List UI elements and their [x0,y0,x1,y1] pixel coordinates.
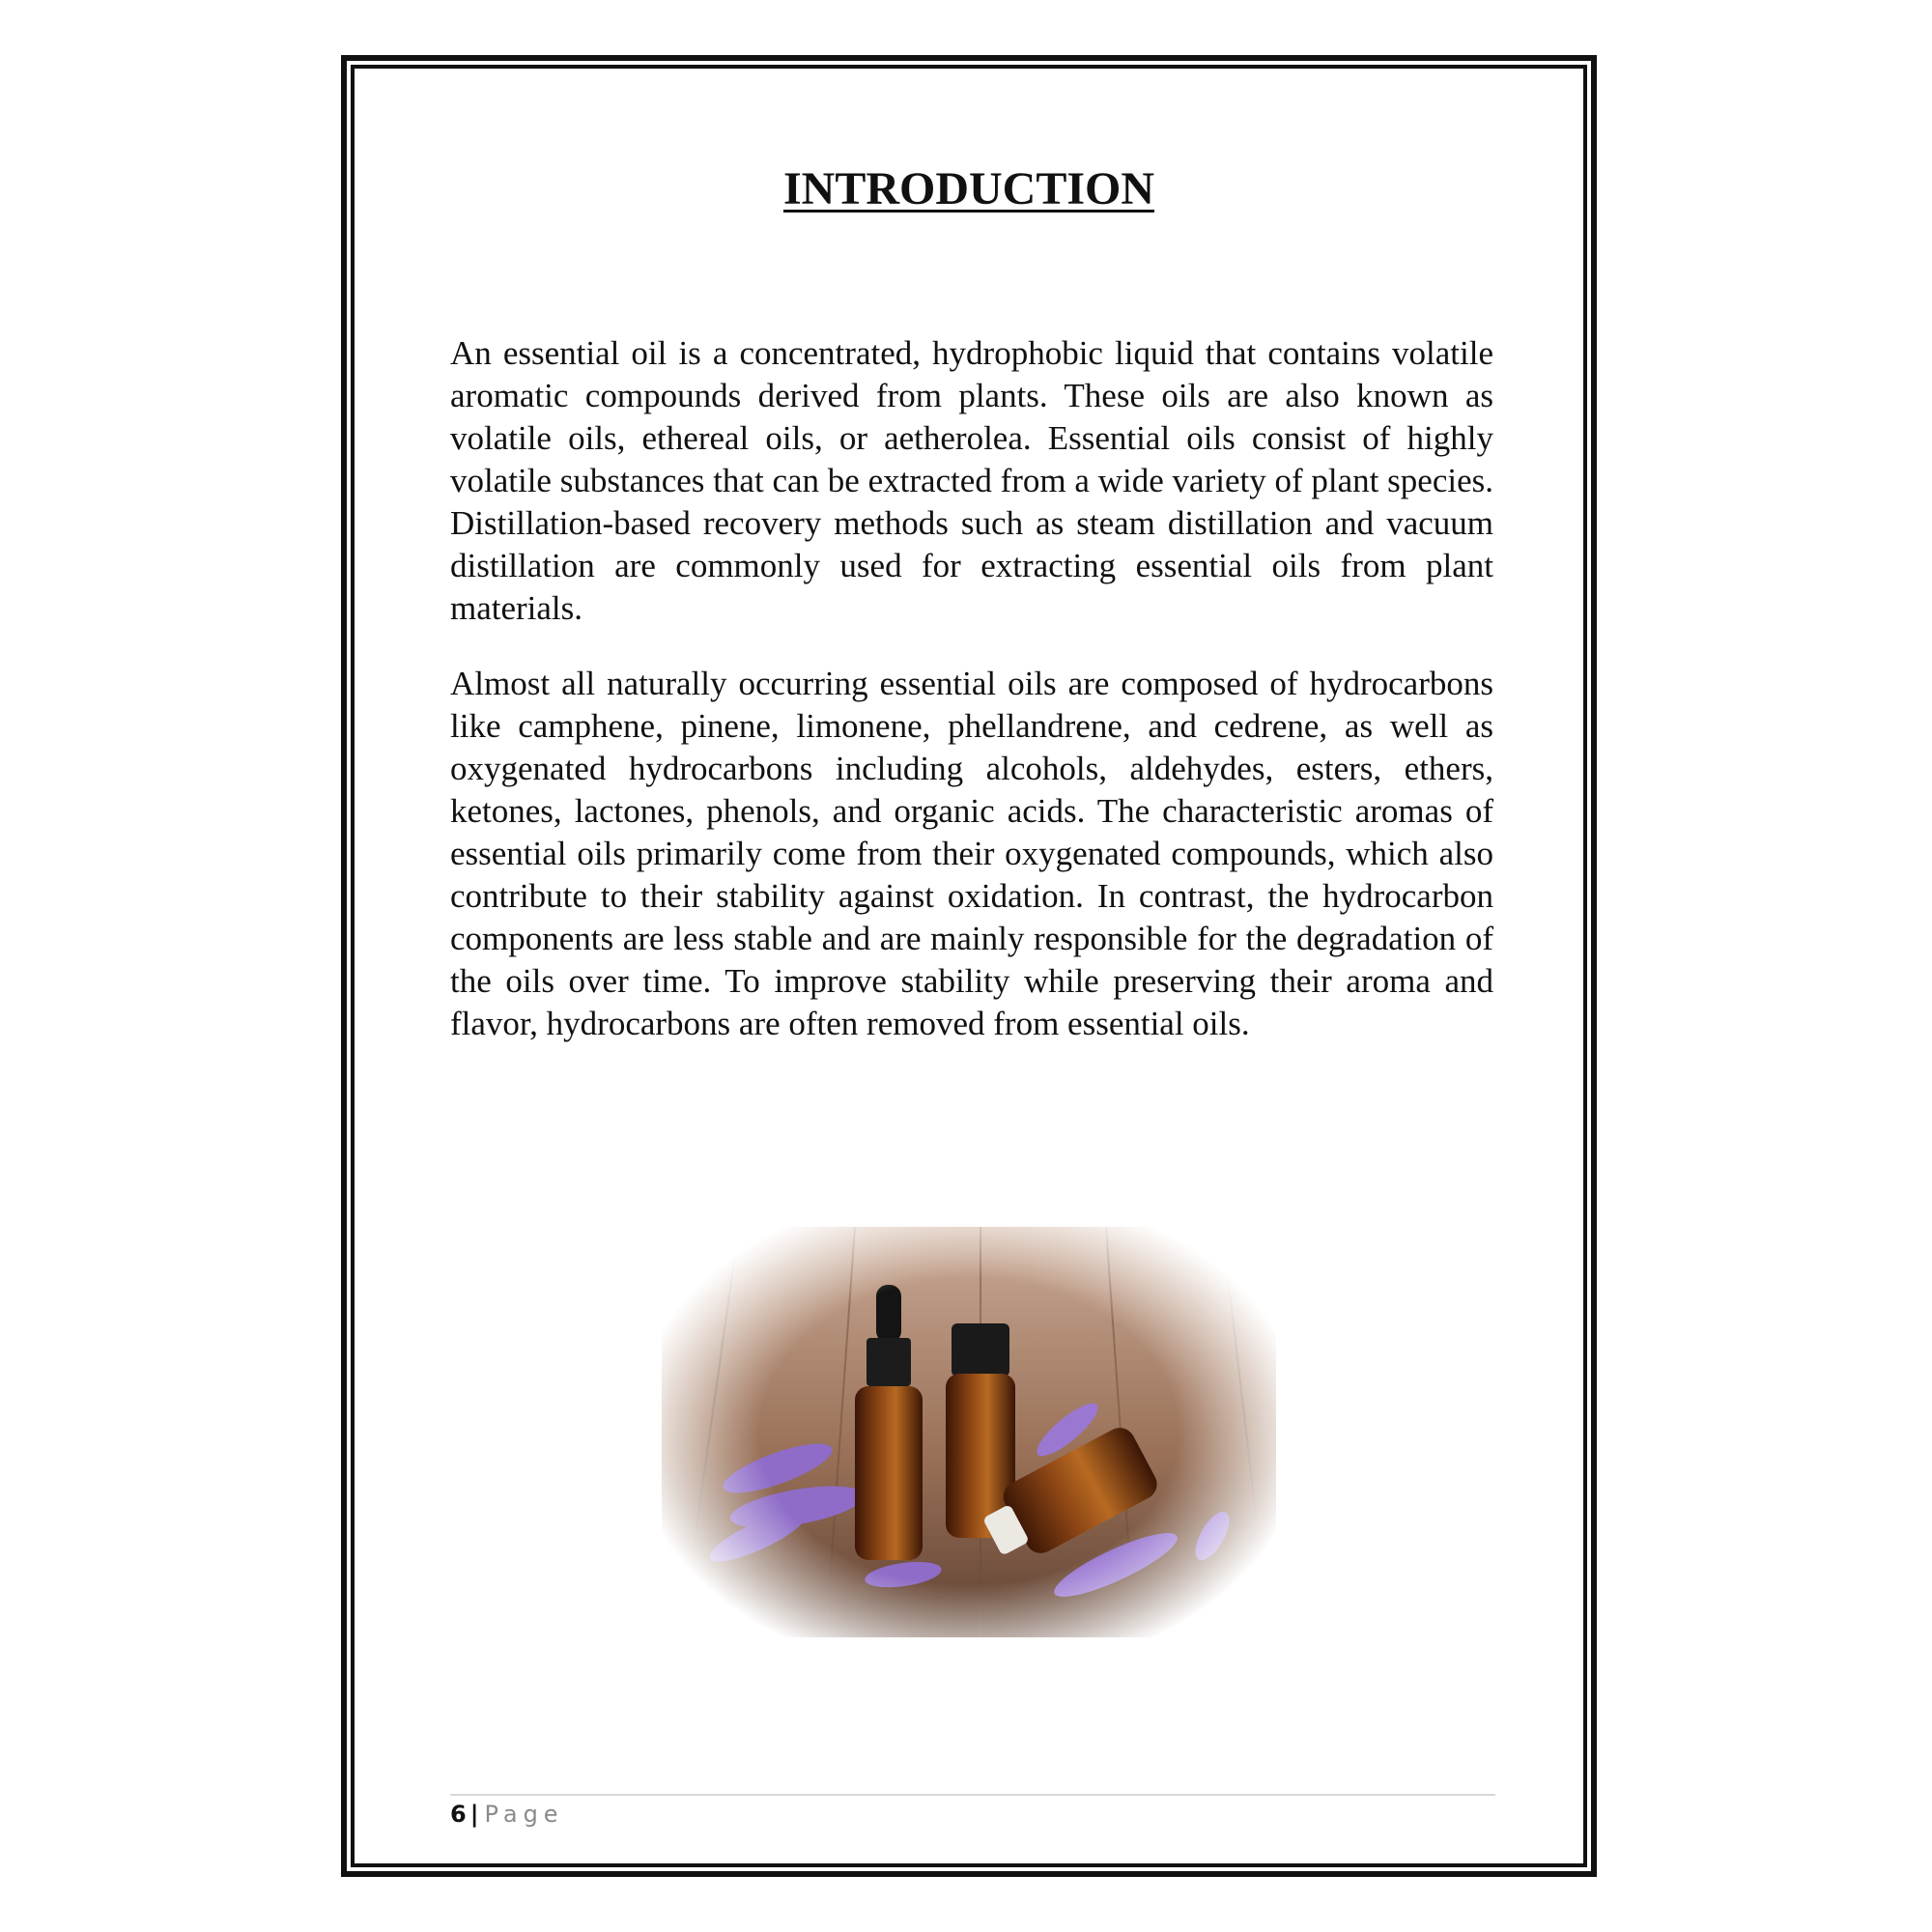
footer-divider [450,1794,1495,1796]
page-number: 6 [450,1801,467,1828]
page-footer [450,1799,564,1830]
page-title: INTRODUCTION [782,163,1155,214]
essential-oil-bottles-photo [662,1227,1276,1637]
footer-separator: | [469,1801,479,1828]
intro-paragraph-2: Almost all naturally occurring essential oils are composed of hydrocarbons like camphene, pinene, limonene, phellandrene, and cedrene, as well as oxygenated hydrocarbons including alcohols, aldehydes, esters, ethers, ketones, lactones, phenols, and organic acids. The characteristic aromas of essential oils primarily come from their oxygenated compounds, which also contribute to their stability against oxidation. In contrast, the hydrocarbon components are less stable and are mainly responsible for the degradation of the oils over time. To improve stability while preserving their aroma and flavor, hydrocarbons are often removed from essential oils. [450,665,1493,1042]
intro-paragraph-1: An essential oil is a concentrated, hydrophobic liquid that contains volatile aromatic compounds derived from plants. These oils are also known as volatile oils, ethereal oils, or aetherolea. Essential oils consist of highly volatile substances that can be extracted from a wide variety of plant species. Distillation-based recovery methods such as steam distillation and vacuum distillation are commonly used for extracting essential oils from plant materials. [450,334,1493,627]
page-label: Page [484,1801,564,1828]
